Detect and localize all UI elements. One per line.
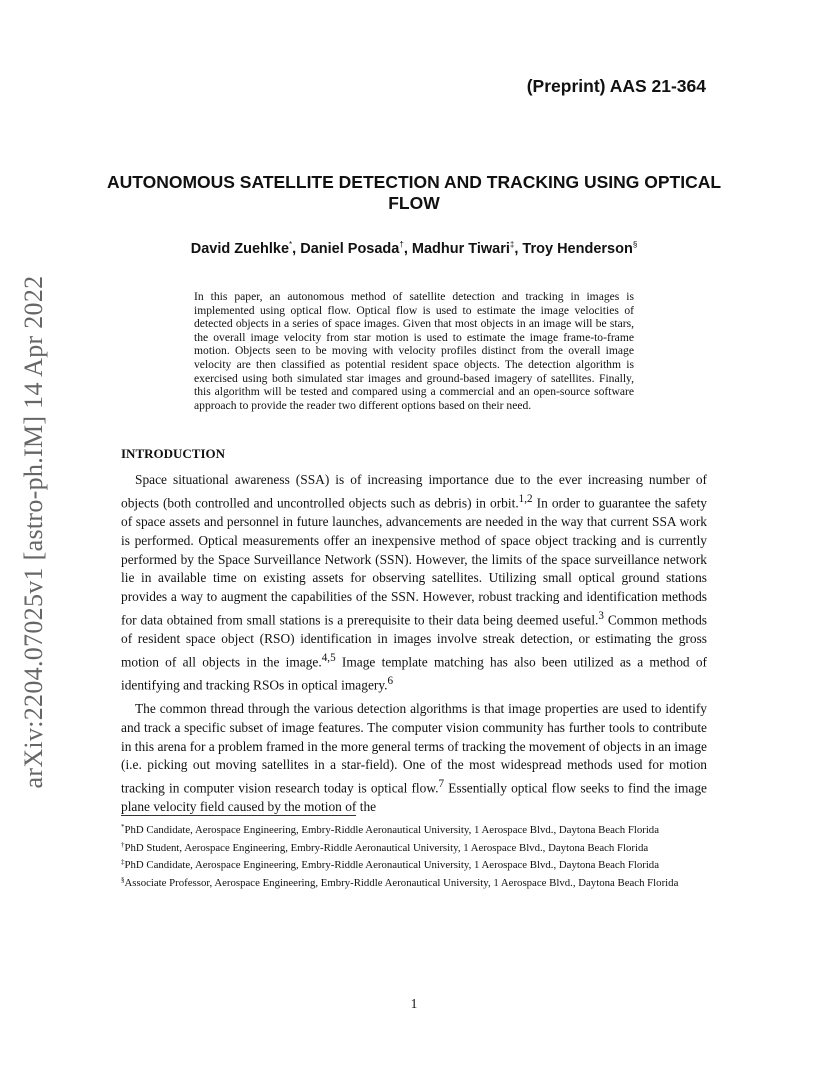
- paragraph-text: The common thread through the various detection algorithms is that image properties are used to identify and track a specific subset of image features. The computer vision community has further tools to contribute in this arena for a problem framed in the more general terms of tracking the movement of objects in an image (i.e. picking out moving satellites in a star-field). One of the most widespread methods used for motion tracking in computer vision research today is optical flow.: [121, 701, 708, 796]
- footnote: [121, 820, 707, 838]
- footnote-mark: ‡: [121, 858, 125, 866]
- author-name: David Zuehlke: [190, 241, 290, 257]
- footnote: [121, 873, 707, 891]
- citation: 1,2: [518, 492, 533, 505]
- section-heading: INTRODUCTION: [121, 446, 226, 461]
- author-name: Madhur Tiwari: [411, 241, 510, 257]
- footnote-mark: *: [121, 823, 125, 831]
- paragraph-text: Space situational awareness (SSA) is of increasing importance due to the ever increasing number of objects (both controlled and uncontrolled objects such as debris) in orbit.: [121, 472, 707, 511]
- footnote-mark: †: [121, 840, 125, 849]
- paragraph-text: Essentially optical flow seeks to find the image plane velocity field caused by the motion of the: [121, 780, 707, 815]
- footnote-text: PhD Candidate, Aerospace Engineering, Embry-Riddle Aeronautical University, 1 Aerospace Blvd., Daytona Beach Florida: [124, 824, 660, 836]
- footnote-text: Associate Professor, Aerospace Engineering, Embry-Riddle Aeronautical University, 1 Aerospace Blvd., Daytona Beach Florida: [124, 876, 679, 889]
- author-mark: ‡: [509, 240, 515, 249]
- footnote-divider: [121, 815, 356, 816]
- citation: 6: [387, 675, 394, 688]
- footnote: [121, 855, 707, 873]
- author-mark: *: [289, 240, 293, 249]
- author-name: Daniel Posada: [300, 241, 400, 257]
- footnote: [121, 838, 707, 856]
- citation: 7: [438, 778, 445, 791]
- paragraph-text: Common methods of resident space object (RSO) identification in images involve streak detection, or estimating the gross motion of all objects in the image.: [121, 612, 707, 670]
- citation: 4,5: [321, 652, 336, 665]
- paper-title: AUTONOMOUS SATELLITE DETECTION AND TRACKING USING OPTICAL FLOW: [106, 172, 722, 213]
- footnote-text: PhD Student, Aerospace Engineering, Embry-Riddle Aeronautical University, 1 Aerospace Blvd., Daytona Beach Florida: [124, 841, 649, 854]
- arxiv-sidebar: [18, 262, 50, 802]
- intro-paragraph-1: [121, 471, 707, 696]
- intro-paragraph-2: [121, 700, 707, 817]
- author-name: Troy Henderson: [522, 241, 633, 257]
- footnote-mark: §: [121, 875, 125, 884]
- paragraph-text: Image template matching has also been utilized as a method of identifying and tracking RSOs in optical imagery.: [121, 654, 707, 693]
- page-number: 1: [410, 996, 418, 1011]
- author-mark: †: [399, 240, 404, 249]
- abstract: In this paper, an autonomous method of satellite detection and tracking in images is implemented using optical flow. Optical flow is used to estimate the image velocities of detected objects in a series of space images. Given that most objects in an image will be stars, the overall image velocity from star motion is used to estimate the image frame-to-frame motion. Objects seen to be moving with velocity profiles distinct from the overall image velocity are then classified as potential resident space objects. The detection algorithm is exercised using both simulated star images and ground-based imagery of satellites. Finally, this algorithm will be tested and compared using a commercial and an open-source software approach to provide the reader two different options based on their need.: [194, 290, 634, 412]
- footnote-text: PhD Candidate, Aerospace Engineering, Embry-Riddle Aeronautical University, 1 Aerospace Blvd., Daytona Beach Florida: [124, 859, 660, 871]
- arxiv-identifier: arXiv:2204.07025v1 [astro-ph.IM] 14 Apr 2022: [19, 275, 48, 789]
- paragraph-text: In order to guarantee the safety of space assets and personnel in future launches, advancements are needed in the way that current SSA work is performed. Optical measurements offer an inexpensive method of space object tracking and is currently performed by the Space Surveillance Network (SSN). However, the limits of the space surveillance network lie in available time on existing assets for observing satellites. Utilizing small optical ground stations provides a way to augment the capabilities of the SSN. However, robust tracking and identification methods for data obtained from small stations is a prerequisite to their data being deemed useful.: [121, 495, 708, 628]
- author-list: David Zuehlke*, Daniel Posada†, Madhur Tiwari‡, Troy Henderson§: [190, 240, 638, 257]
- author-mark: §: [632, 240, 638, 249]
- preprint-label: (Preprint) AAS 21-364: [526, 76, 706, 96]
- footnotes: [121, 820, 707, 890]
- citation: 3: [598, 610, 604, 623]
